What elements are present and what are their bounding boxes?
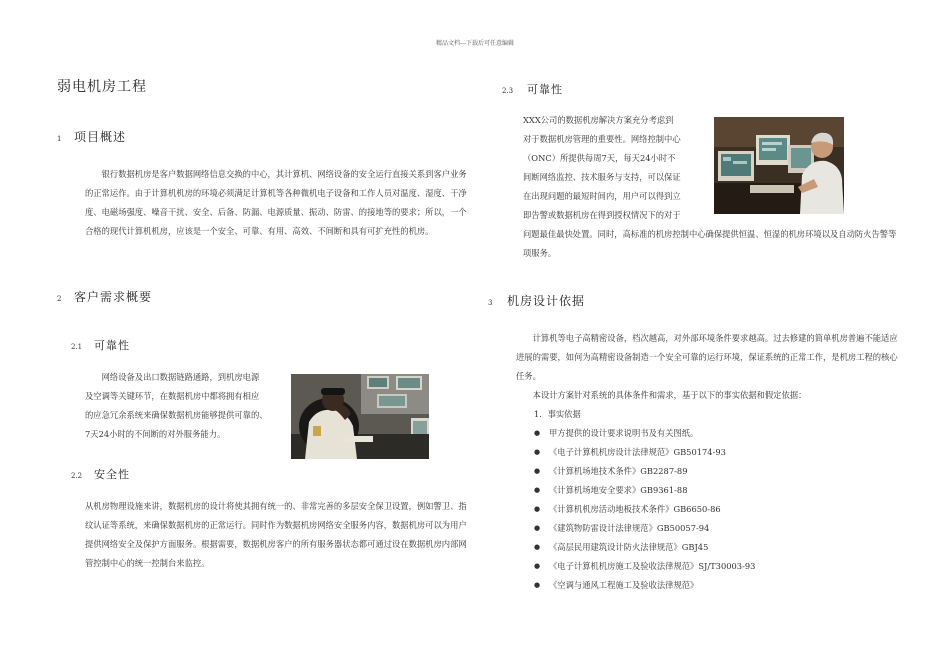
section-2-heading — [57, 286, 152, 305]
section-title: 项目概述 — [74, 130, 127, 144]
text-line: XXX公司的数据机房解决方案充分考虑到 — [523, 115, 674, 125]
section-3-heading — [488, 290, 585, 309]
text-line: 间断网络监控、技术服务与支持，可以保证 — [523, 172, 681, 182]
text-line: 的应急冗余系统来确保数据机房能够提供可靠的、 — [85, 410, 268, 420]
section-title: 可靠性 — [527, 83, 563, 96]
text-line: 即告警或数据机房在得到授权情况下的对于 — [523, 210, 681, 220]
list-item: ● 《高层民用建筑设计防火法律规范》GBJ45 — [534, 538, 901, 557]
basis-list — [516, 424, 901, 595]
section-title: 安全性 — [94, 468, 130, 481]
paragraph: 银行数据机房是客户数据网络信息交换的中心，其计算机、网络设备的安全运行直接关系到客户业务的正常运作。由于计算机机房的环境必须满足计算机等各种微机电子设备和工作人员对温度、湿度、干净度、电磁场强度、噪音干扰、安全、后备、防漏、电源质量、振动、防雷、的接地等的要求；所以，一个合格的现代计算机机房，应该是一个安全、可靠、有用、高效、不间断和具有可扩充性的机房。 — [85, 169, 467, 236]
document-title: 弱电机房工程 — [57, 79, 147, 95]
section-2-3-wrapped-text — [523, 111, 711, 225]
section-number: 2.1 — [71, 343, 83, 351]
list-item: ● 《计算机场地技术条件》GB2287-89 — [534, 462, 901, 481]
list-item: ● 《空调与通风工程施工及验收法律规范》 — [534, 576, 901, 595]
paragraph: 计算机等电子高精密设备，档次越高，对外部环境条件要求越高。过去修建的简单机房普遍不能适应进展的需要，如何为高精密设备制造一个安全可靠的运行环境，保证系统的正常工作，是机房工程的核心任务。 — [516, 333, 898, 381]
list-title: 1．事实依据 — [534, 409, 581, 419]
section-number: 3 — [488, 299, 493, 307]
section-2-3-text — [523, 225, 901, 263]
page-header: 精品文档---下载后可任意编辑 — [435, 40, 515, 47]
text-line: 7天24小时的不间断的对外服务能力。 — [85, 429, 226, 439]
section-2-1-text — [85, 368, 290, 444]
list-item: ● 《计算机场地安全要求》GB9361-88 — [534, 481, 901, 500]
list-item: ● 《电子计算机机房施工及验收法律规范》SJ/T30003-93 — [534, 557, 901, 576]
section-3-text — [516, 329, 901, 595]
text-line: 在出现问题的最短时间内，用户可以得到立 — [523, 191, 681, 201]
section-1-heading — [57, 126, 126, 145]
section-2-2-text — [85, 497, 470, 573]
section-title: 机房设计依据 — [507, 294, 586, 308]
text-line: 对于数据机房管理的重要性。网络控制中心 — [523, 134, 681, 144]
paragraph: 本设计方案针对系统的具体条件和需求，基于以下的事实依据和假定依据： — [532, 390, 807, 400]
list-item: ● 甲方提供的设计要求说明书及有关图纸。 — [534, 424, 901, 443]
section-number: 2 — [57, 295, 62, 303]
text-line: （ONC）所提供每周7天，每天24小时不 — [523, 153, 676, 163]
section-number: 2.3 — [502, 87, 514, 95]
section-number: 2.2 — [71, 472, 83, 480]
paragraph: 从机房物理设施来讲，数据机房的设计将使其拥有统一的、非常完善的多层安全保卫设置，例如警卫、指纹认证等系统，来确保数据机房的正常运行。同时作为数据机房网络安全服务内容，数据机房可以为用户提供网络安全及保护方面服务。根据需要，数据机房客户的所有服务器状态都可通过设在数据机房内部网管控制中心的统一控制台来监控。 — [85, 501, 467, 568]
section-2-1-heading — [71, 334, 130, 353]
section-title: 客户需求概要 — [74, 290, 153, 304]
list-item: ● 《建筑物防雷设计法律规范》GB50057-94 — [534, 519, 901, 538]
section-title: 可靠性 — [94, 339, 130, 352]
paragraph: 问题最佳最快处置。同时，高标准的机房控制中心确保提供恒温、恒湿的机房环境以及自动防火告警等项服务。 — [523, 229, 897, 258]
control-room-photo — [714, 117, 844, 214]
security-guard-photo — [291, 374, 429, 459]
text-line: 网络设备及出口数据链路通路，到机房电源 — [101, 372, 260, 382]
section-2-2-heading — [71, 463, 130, 482]
list-item: ● 《电子计算机机房设计法律规范》GB50174-93 — [534, 443, 901, 462]
list-item: ● 《计算机机房活动地板技术条件》GB6650-86 — [534, 500, 901, 519]
section-number: 1 — [57, 135, 62, 143]
section-1-text — [85, 165, 470, 241]
section-2-3-heading — [502, 78, 563, 97]
text-line: 及空调等关键环节，在数据机房中都将拥有相应 — [85, 391, 260, 401]
